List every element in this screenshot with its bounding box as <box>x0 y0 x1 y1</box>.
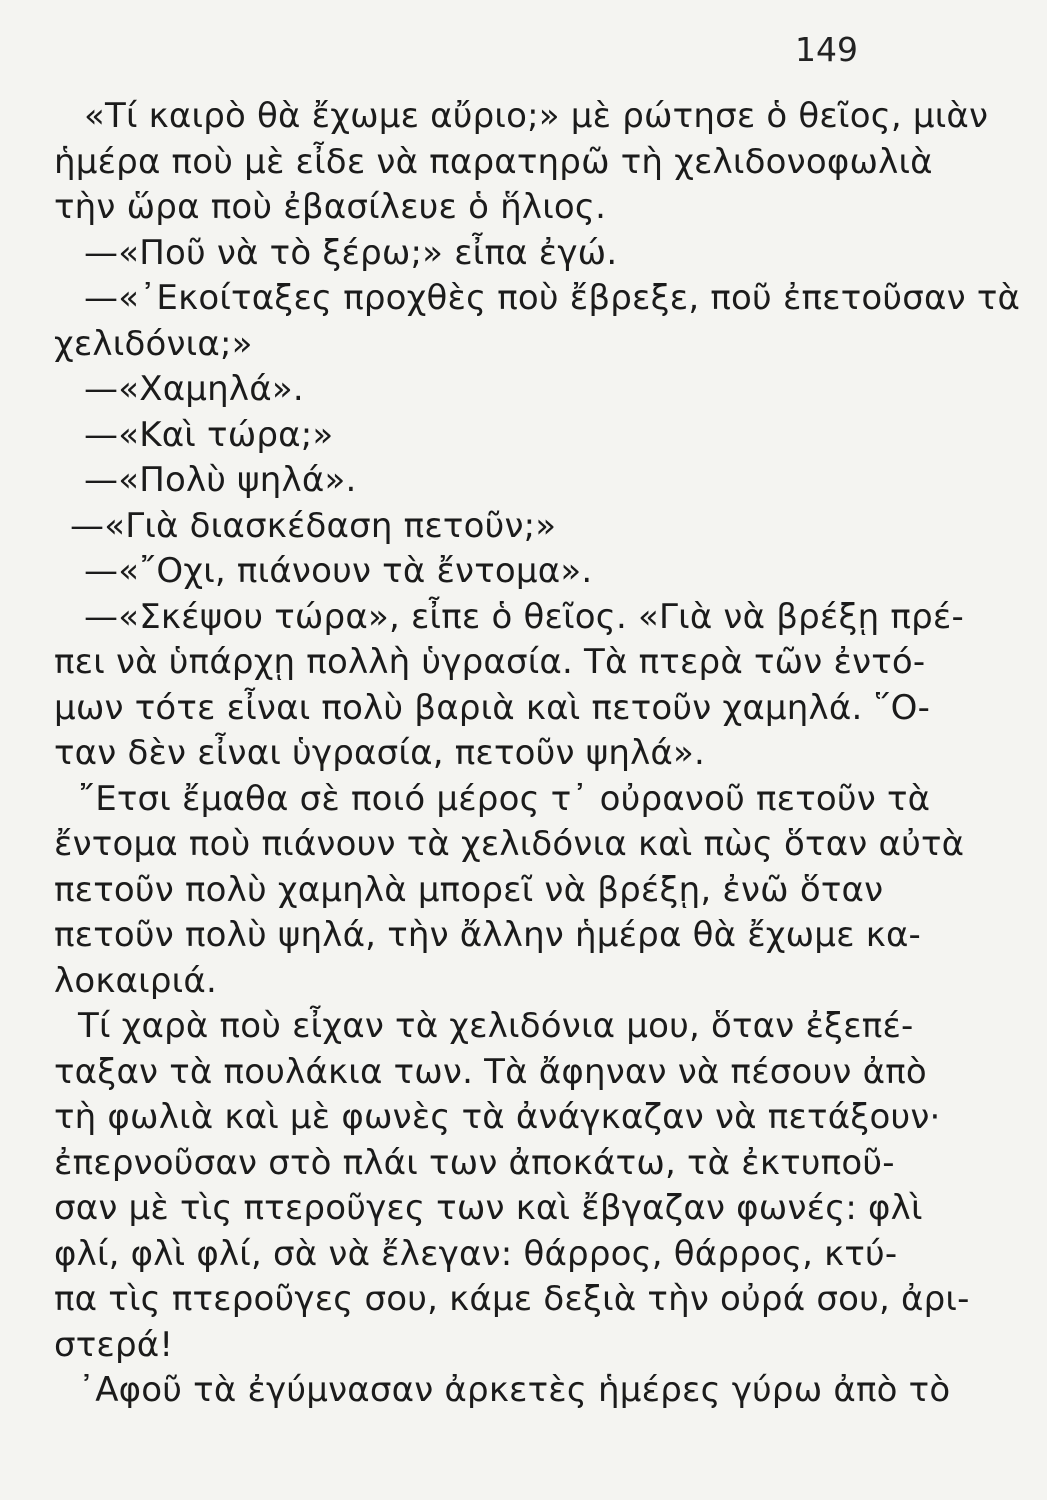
text-line-26: φλί, φλὶ φλί, σὰ νὰ ἔλεγαν: θάρρος, θάρρος, κτύ- <box>54 1233 898 1274</box>
text-line-9: —«Πολὺ ψηλά». <box>84 460 357 500</box>
text-line-13: πει νὰ ὑπάρχῃ πολλὴ ὑγρασία. Τὰ πτερὰ τῶν ἐντό- <box>54 642 926 682</box>
text-line-15: ταν δὲν εἶναι ὑγρασία, πετοῦν ψηλά». <box>54 733 706 773</box>
page-number: 149 <box>795 30 858 69</box>
text-line-5: —«᾿Εκοίταξες προχθὲς ποὺ ἔβρεξε, ποῦ ἐπετοῦσαν τὰ <box>84 278 1021 318</box>
text-line-14: μων τότε εἶναι πολὺ βαριὰ καὶ πετοῦν χαμηλά. ῞Ο- <box>54 687 931 728</box>
text-line-8: —«Καὶ τώρα;» <box>84 414 334 455</box>
text-line-24: ἐπερνοῦσαν στὸ πλάι των ἀποκάτω, τὰ ἐκτυποῦ- <box>54 1142 895 1183</box>
text-line-3: τὴν ὥρα ποὺ ἐβασίλευε ὁ ἥλιος. <box>54 187 607 227</box>
text-line-7: —«Χαμηλά». <box>84 369 304 409</box>
text-line-25: σαν μὲ τὶς πτεροῦγες των καὶ ἔβγαζαν φωνές: φλὶ <box>54 1188 923 1228</box>
text-line-16: ῎Ετσι ἔμαθα σὲ ποιό μέρος τ᾿ οὐρανοῦ πετοῦν τὰ <box>78 778 931 819</box>
text-line-23: τὴ φωλιὰ καὶ μὲ φωνὲς τὰ ἀνάγκαζαν νὰ πετάξουν· <box>54 1097 941 1137</box>
text-line-12: —«Σκέψου τώρα», εἶπε ὁ θεῖος. «Γιὰ νὰ βρέξῃ πρέ- <box>84 596 964 637</box>
text-line-19: πετοῦν πολὺ ψηλά, τὴν ἄλλην ἡμέρα θὰ ἔχωμε κα- <box>54 915 922 955</box>
text-line-2: ἡμέρα ποὺ μὲ εἶδε νὰ παρατηρῶ τὴ χελιδονοφωλιὰ <box>54 141 933 182</box>
text-line-6: χελιδόνια;» <box>54 323 253 364</box>
text-line-22: ταξαν τὰ πουλάκια των. Τὰ ἄφηναν νὰ πέσουν ἀπὸ <box>54 1051 927 1092</box>
text-line-11: —«῎Οχι, πιάνουν τὰ ἔντομα». <box>84 551 593 591</box>
text-line-18: πετοῦν πολὺ χαμηλὰ μπορεῖ νὰ βρέξῃ, ἐνῶ ὅταν <box>54 869 884 910</box>
text-line-29: ᾿Αφοῦ τὰ ἐγύμνασαν ἀρκετὲς ἡμέρες γύρω ἀπὸ τὸ <box>78 1370 951 1410</box>
page-text <box>54 94 1021 1414</box>
text-line-20: λοκαιριά. <box>54 960 217 1001</box>
text-line-17: ἔντομα ποὺ πιάνουν τὰ χελιδόνια καὶ πὼς ὅταν αὐτὰ <box>54 824 965 864</box>
text-line-28: στερά! <box>54 1324 174 1365</box>
text-line-21: Τί χαρὰ ποὺ εἶχαν τὰ χελιδόνια μου, ὅταν ἐξεπέ- <box>78 1006 914 1046</box>
text-line-4: —«Ποῦ νὰ τὸ ξέρω;» εἶπα ἐγώ. <box>84 232 618 273</box>
text-line-10: —«Γιὰ διασκέδαση πετοῦν;» <box>70 505 557 546</box>
text-line-27: πα τὶς πτεροῦγες σου, κάμε δεξιὰ τὴν οὐρά σου, ἀρι- <box>54 1279 970 1319</box>
text-line-1: «Τί καιρὸ θὰ ἔχωμε αὔριο;» μὲ ρώτησε ὁ θεῖος, μιὰν <box>84 96 989 136</box>
